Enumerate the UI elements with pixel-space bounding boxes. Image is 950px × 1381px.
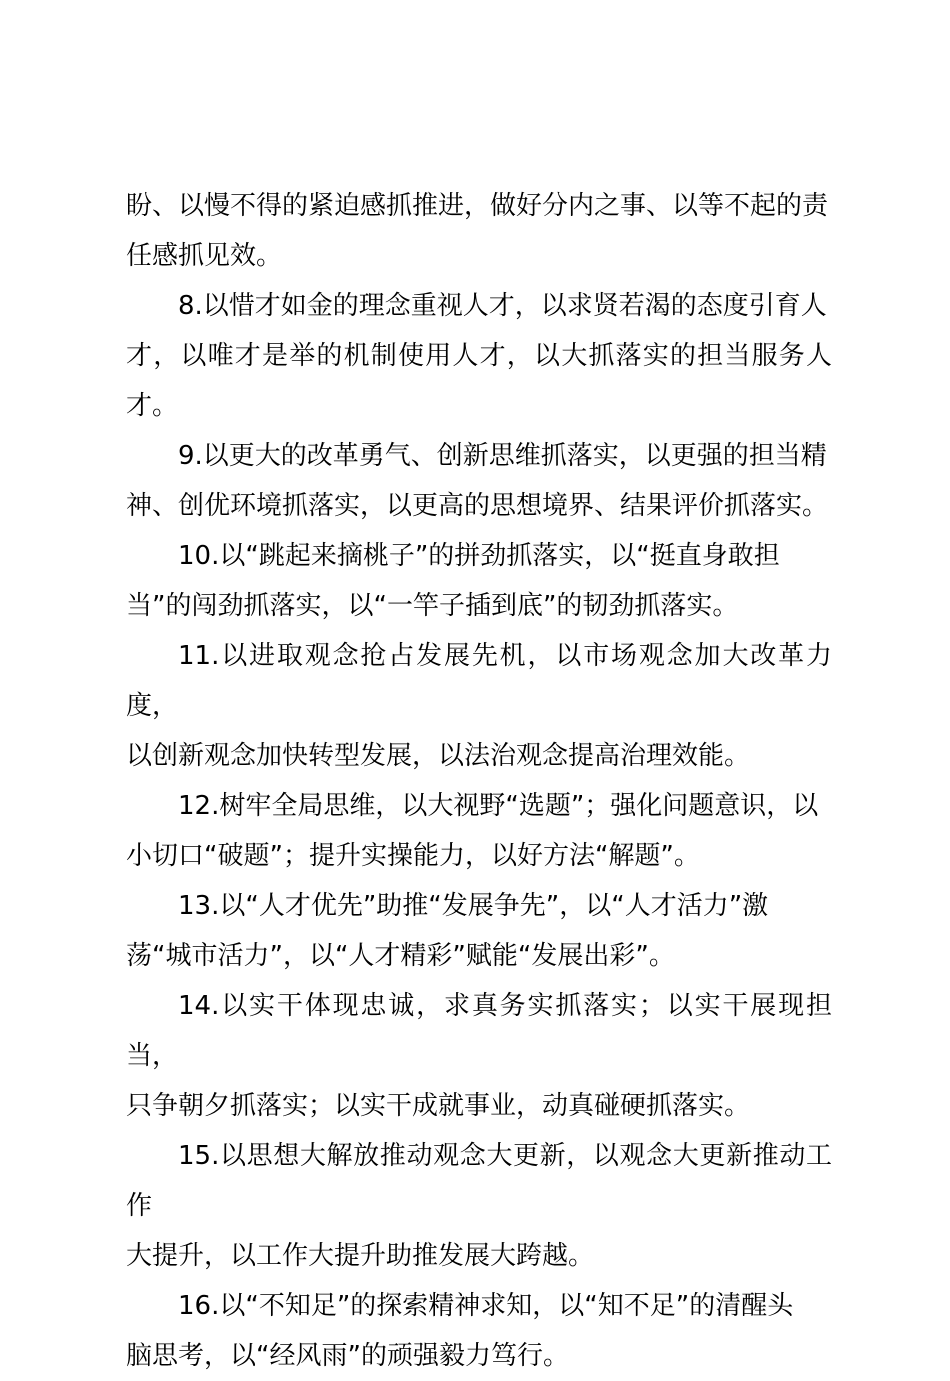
paragraph-line: 小切口“破题”；提升实操能力，以好方法“解题”。	[126, 841, 700, 871]
paragraph-line: 12.树牢全局思维，以大视野“选题”；强化问题意识，以	[178, 791, 819, 821]
paragraph	[126, 531, 832, 631]
paragraph	[126, 631, 832, 781]
paragraph	[126, 1131, 832, 1281]
paragraph	[126, 1281, 832, 1381]
paragraph-line: 13.以“人才优先”助推“发展争先”，以“人才活力”激	[178, 891, 769, 921]
paragraph-line: 15.以思想大解放推动观念大更新，以观念大更新推动工作	[126, 1141, 832, 1221]
paragraph-line: 10.以“跳起来摘桃子”的拼劲抓落实，以“挺直身敢担	[178, 541, 780, 571]
paragraph-line: 14.以实干体现忠诚，求真务实抓落实；以实干展现担当，	[126, 991, 832, 1071]
paragraph-line: 当”的闯劲抓落实，以“一竿子插到底”的韧劲抓落实。	[126, 591, 739, 621]
paragraph	[126, 181, 832, 281]
paragraph-line: 任感抓见效。	[126, 241, 283, 271]
paragraph-line: 大提升，以工作大提升助推发展大跨越。	[126, 1241, 595, 1271]
paragraph-line: 神、创优环境抓落实，以更高的思想境界、结果评价抓落实。	[126, 491, 829, 521]
paragraph	[126, 431, 832, 531]
document-body	[126, 181, 832, 1381]
paragraph	[126, 981, 832, 1131]
paragraph-line: 脑思考，以“经风雨”的顽强毅力笃行。	[126, 1341, 569, 1371]
paragraph-line: 16.以“不知足”的探索精神求知，以“知不足”的清醒头	[178, 1291, 794, 1321]
paragraph-line: 盼、以慢不得的紧迫感抓推进，做好分内之事、以等不起的责	[126, 191, 829, 221]
paragraph-line: 9.以更大的改革勇气、创新思维抓落实，以更强的担当精	[178, 441, 827, 471]
paragraph-line: 荡“城市活力”，以“人才精彩”赋能“发展出彩”。	[126, 941, 675, 971]
paragraph-line: 以创新观念加快转型发展，以法治观念提高治理效能。	[126, 741, 751, 771]
paragraph	[126, 781, 832, 881]
paragraph-line: 8.以惜才如金的理念重视人才，以求贤若渴的态度引育人	[178, 291, 827, 321]
paragraph	[126, 281, 832, 431]
paragraph-line: 才，以唯才是举的机制使用人才，以大抓落实的担当服务人才。	[126, 341, 832, 421]
paragraph	[126, 881, 832, 981]
paragraph-line: 11.以进取观念抢占发展先机，以市场观念加大改革力度，	[126, 641, 832, 721]
paragraph-line: 只争朝夕抓落实；以实干成就事业，动真碰硬抓落实。	[126, 1091, 751, 1121]
